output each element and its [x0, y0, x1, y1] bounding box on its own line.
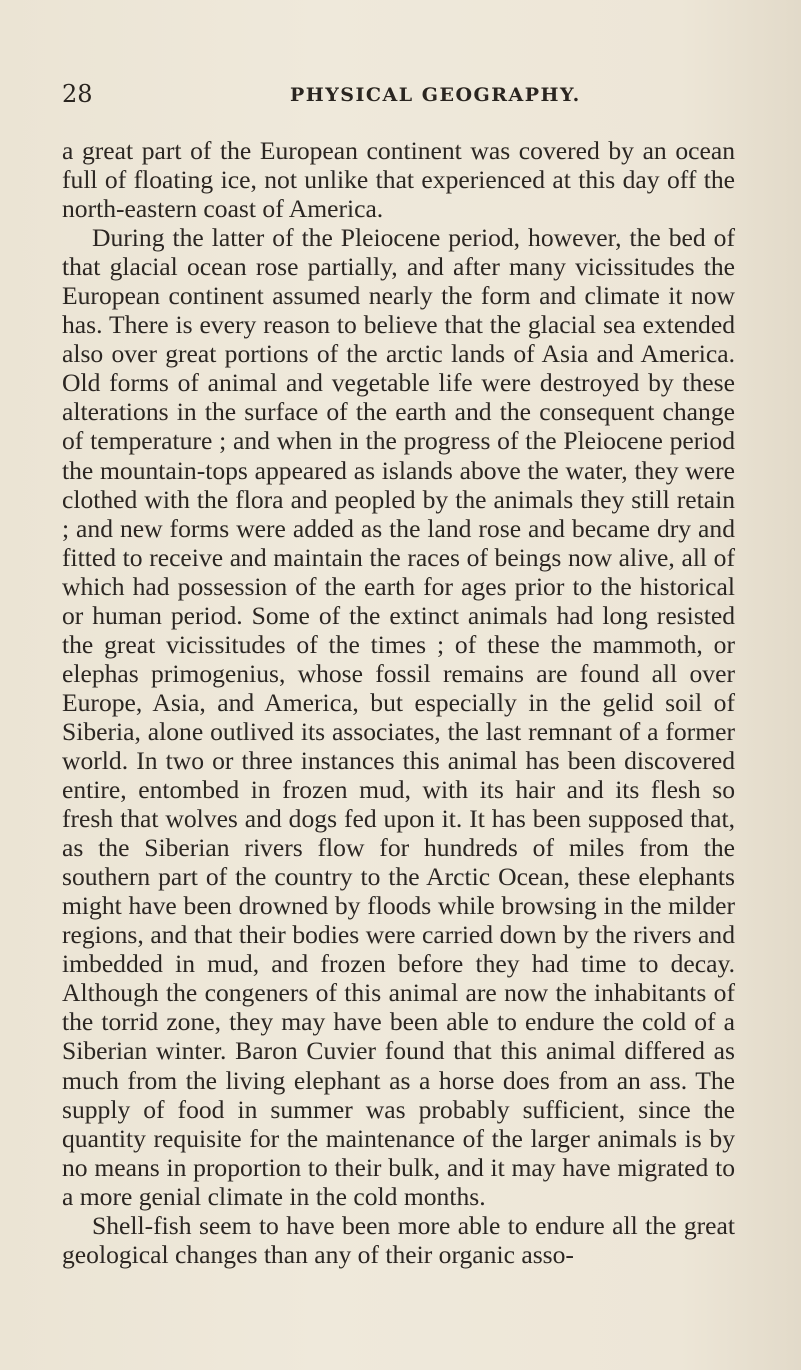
running-title: PHYSICAL GEOGRAPHY.	[290, 84, 581, 106]
paragraph-pleiocene: During the latter of the Pleiocene period, however, the bed of that glacial ocean rose partially, and after many vicissitudes the European continent assumed nearly the form and climate it now has. There is every reason to believe that the glacial sea extended also over great portions of the arctic lands of Asia and America. Old forms of animal and vegetable life were destroyed by these alterations in the surface of the earth and the consequent change of temperature ; and when in the progress of the Pleiocene period the mountain-tops appeared as islands above the water, they were clothed with the flora and peopled by the animals they still retain ; and new forms were added as the land rose and became dry and fitted to receive and maintain the races of beings now alive, all of which had possession of the earth for ages prior to the historical or human period. Some of the extinct animals had long resisted the great vicissitudes of the times ; of these the mammoth, or elephas primogenius, whose fossil remains are found all over Europe, Asia, and America, but especially in the gelid soil of Siberia, alone outlived its associates, the last remnant of a former world. In two or three instances this animal has been discovered entire, entombed in frozen mud, with its hair and its flesh so fresh that wolves and dogs fed upon it. It has been supposed that, as the Siberian rivers flow for hundreds of miles from the southern part of the country to the Arctic Ocean, these elephants might have been drowned by floods while browsing in the milder regions, and that their bodies were carried down by the rivers and imbedded in mud, and frozen before they had time to decay. Although the congeners of this animal are now the inhabitants of the torrid zone, they may have been able to endure the cold of a Siberian winter. Baron Cuvier found that this animal differed as much from the living elephant as a horse does from an ass. The supply of food in summer was probably sufficient, since the quantity requisite for the maintenance of the larger animals is by no means in proportion to their bulk, and it may have migrated to a more genial climate in the cold months.	[62, 223, 735, 1211]
paragraph-continued: a great part of the European continent was covered by an ocean full of floating ice, not unlike that experienced at this day off the north-eastern coast of America.	[62, 136, 735, 224]
paragraph-shell-fish: Shell-fish seem to have been more able to endure all the great geological changes than any of their organic asso-	[62, 1210, 735, 1269]
page-header	[62, 80, 733, 112]
page-number: 28	[62, 80, 93, 108]
body-text	[62, 136, 735, 1269]
